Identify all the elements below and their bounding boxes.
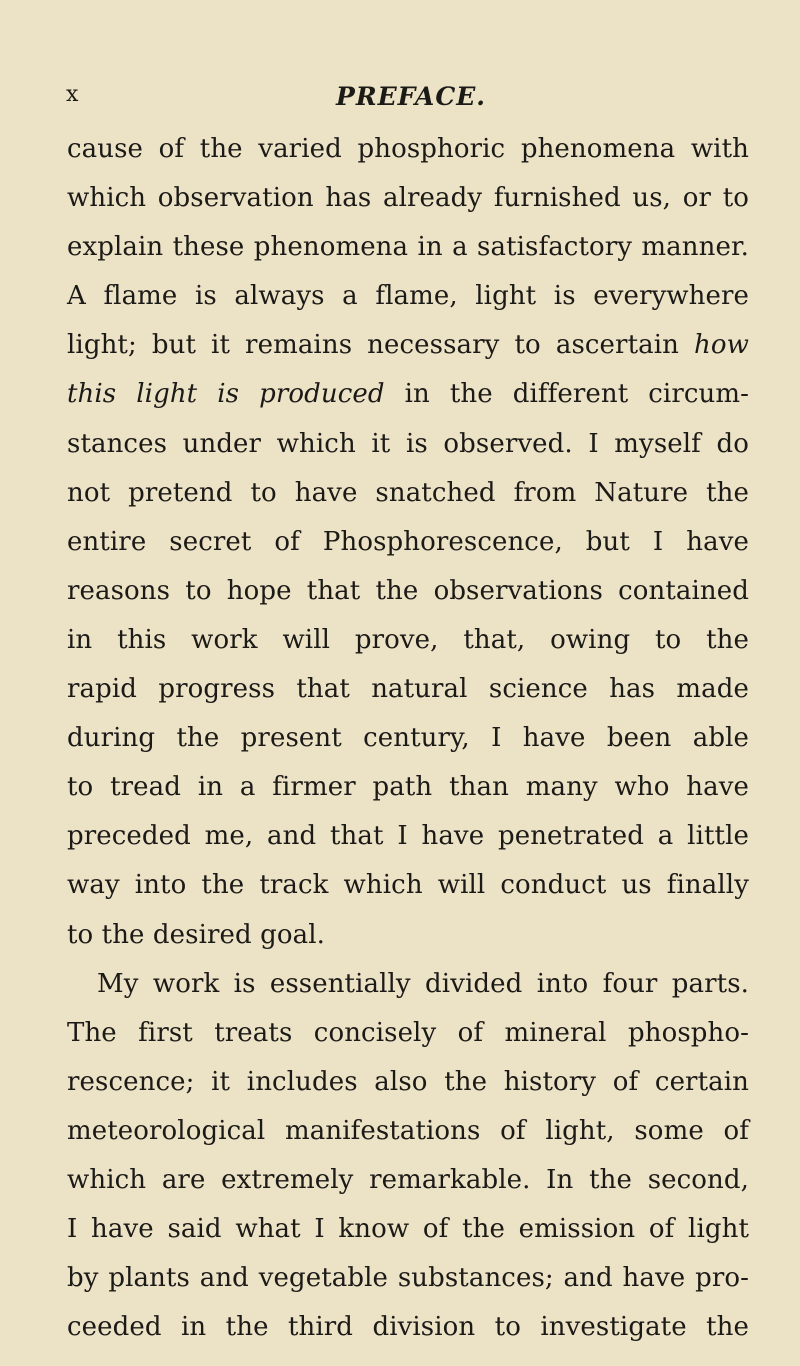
text-line: [67, 1156, 749, 1205]
text-segment: in the different circum-: [384, 379, 749, 410]
text-segment: way into the track which will conduct us finally: [67, 870, 749, 901]
text-segment: The first treats concisely of mineral phospho-: [67, 1017, 749, 1048]
text-segment: cause of the varied phosphoric phenomena with: [67, 134, 749, 164]
page-header: [66, 82, 756, 116]
running-head: PREFACE.: [336, 82, 486, 111]
text-line: [67, 1303, 749, 1352]
text-segment: preceded me, and that I have penetrated a little: [67, 821, 749, 852]
text-line: [67, 370, 749, 419]
text-segment: reasons to hope that the observations contained: [67, 575, 749, 606]
text-line: [67, 567, 749, 616]
italic-text-segment: this light is produced: [67, 379, 385, 410]
text-line: [67, 469, 749, 518]
text-segment: by plants and vegetable substances; and have pro-: [67, 1263, 749, 1294]
text-line: [67, 1107, 749, 1156]
text-line: [67, 174, 749, 223]
text-line: [67, 420, 749, 469]
text-line: [67, 1009, 749, 1058]
page-number: x: [66, 82, 80, 107]
text-segment: My work is essentially divided into four parts.: [97, 968, 749, 999]
text-line: [67, 223, 749, 272]
text-segment: to tread in a firmer path than many who have: [67, 772, 749, 803]
text-line: [67, 665, 749, 714]
text-line: [67, 714, 749, 763]
text-segment: during the present century, I have been able: [67, 723, 749, 754]
text-segment: I have said what I know of the emission of light: [67, 1214, 749, 1245]
text-line: [67, 960, 749, 1009]
text-line: [67, 125, 749, 174]
text-segment: light; but it remains necessary to ascertain: [67, 330, 695, 361]
text-segment: rescence; it includes also the history of certain: [67, 1066, 749, 1097]
text-segment: in this work will prove, that, owing to the: [67, 624, 749, 655]
text-line: [67, 1205, 749, 1254]
text-segment: to the desired goal.: [67, 919, 326, 950]
text-segment: meteorological manifestations of light, some of: [67, 1115, 749, 1146]
text-line: [67, 1058, 749, 1107]
text-line: [67, 812, 749, 861]
text-line: [67, 272, 749, 321]
text-segment: which observation has already furnished us, or to: [67, 183, 749, 214]
text-segment: stances under which it is observed. I myself do: [67, 428, 749, 459]
text-segment: rapid progress that natural science has made: [67, 674, 749, 705]
text-segment: explain these phenomena in a satisfactory manner.: [67, 232, 749, 263]
text-line: [67, 861, 749, 910]
text-segment: entire secret of Phosphorescence, but I have: [67, 526, 749, 557]
italic-text-segment: how: [694, 330, 749, 361]
text-segment: which are extremely remarkable. In the second,: [67, 1164, 749, 1195]
text-line: [67, 763, 749, 812]
text-line: [67, 518, 749, 567]
text-segment: not pretend to have snatched from Nature the: [67, 477, 749, 508]
text-segment: ceeded in the third division to investigate the: [67, 1312, 749, 1343]
text-line: [67, 616, 749, 665]
text-line: [67, 1254, 749, 1303]
body-text: [67, 125, 749, 1352]
text-line: [67, 911, 749, 960]
text-line: [67, 321, 749, 370]
text-segment: A flame is always a flame, light is everywhere: [67, 281, 749, 312]
